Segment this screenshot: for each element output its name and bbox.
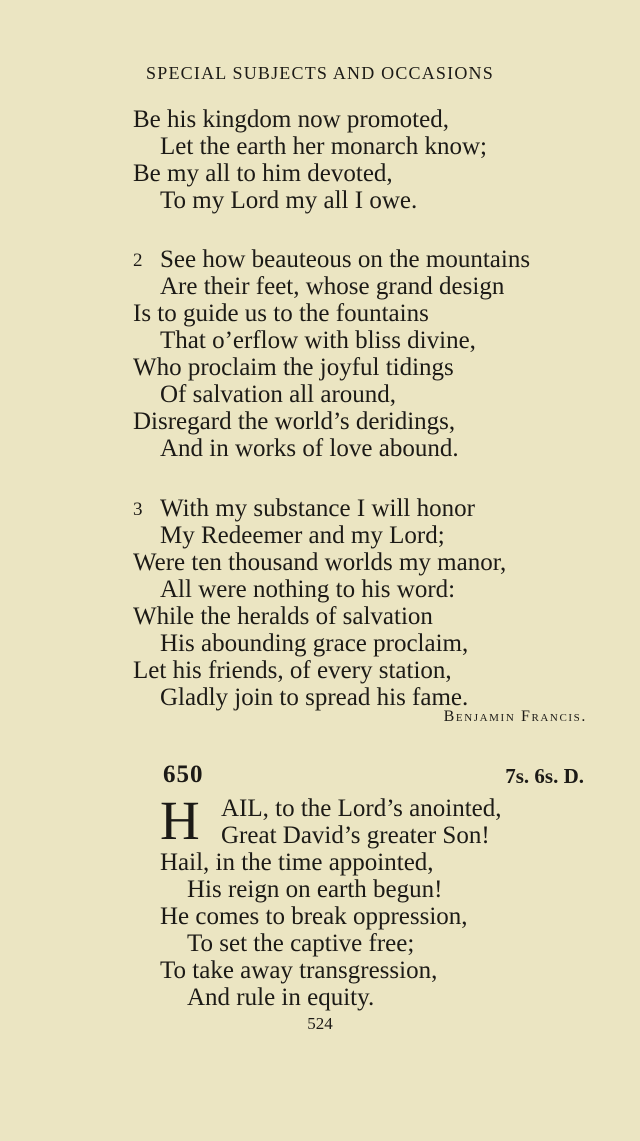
verse-line: He comes to break oppression, — [160, 903, 468, 930]
verse-line: With my substance I will honor — [160, 495, 475, 522]
author-attribution: Benjamin Francis. — [443, 708, 587, 725]
verse-line: Let the earth her monarch know; — [160, 133, 487, 160]
verse-line: Were ten thousand worlds my manor, — [133, 549, 507, 576]
verse-line: AIL, to the Lord’s anointed, — [221, 795, 502, 822]
stanza-number: 2 — [133, 250, 143, 271]
verse-line: To set the captive free; — [187, 930, 415, 957]
verse-line: That o’erflow with bliss divine, — [160, 327, 476, 354]
verse-line: His abounding grace proclaim, — [160, 630, 469, 657]
verse-line: Hail, in the time appointed, — [160, 849, 434, 876]
verse-line: His reign on earth begun! — [187, 876, 443, 903]
verse-line: Is to guide us to the fountains — [133, 300, 429, 327]
verse-line: And in works of love abound. — [160, 435, 459, 462]
verse-line: And rule in equity. — [187, 984, 375, 1011]
verse-line: Be his kingdom now promoted, — [133, 106, 449, 133]
hymn-meter: 7s. 6s. D. — [505, 764, 584, 788]
verse-line: All were nothing to his word: — [160, 576, 456, 603]
verse-line: Of salvation all around, — [160, 381, 397, 408]
verse-line: Who proclaim the joyful tidings — [133, 354, 454, 381]
page-number: 524 — [307, 1014, 333, 1033]
verse-line: Gladly join to spread his fame. — [160, 684, 469, 711]
page-header: SPECIAL SUBJECTS AND OCCASIONS — [146, 63, 494, 83]
stanza-number: 3 — [133, 499, 143, 520]
verse-line: While the heralds of salvation — [133, 603, 433, 630]
verse-line: Great David’s greater Son! — [221, 822, 490, 849]
verse-line: Be my all to him devoted, — [133, 160, 393, 187]
verse-line: Disregard the world’s deridings, — [133, 408, 456, 435]
verse-line: My Redeemer and my Lord; — [160, 522, 445, 549]
verse-line: Are their feet, whose grand design — [160, 273, 505, 300]
verse-line: Let his friends, of every station, — [133, 657, 452, 684]
drop-cap: H — [160, 790, 200, 851]
verse-line: To my Lord my all I owe. — [160, 187, 418, 214]
verse-line: To take away transgression, — [160, 957, 438, 984]
hymn-number: 650 — [163, 761, 204, 788]
verse-line: See how beauteous on the mountains — [160, 246, 531, 273]
